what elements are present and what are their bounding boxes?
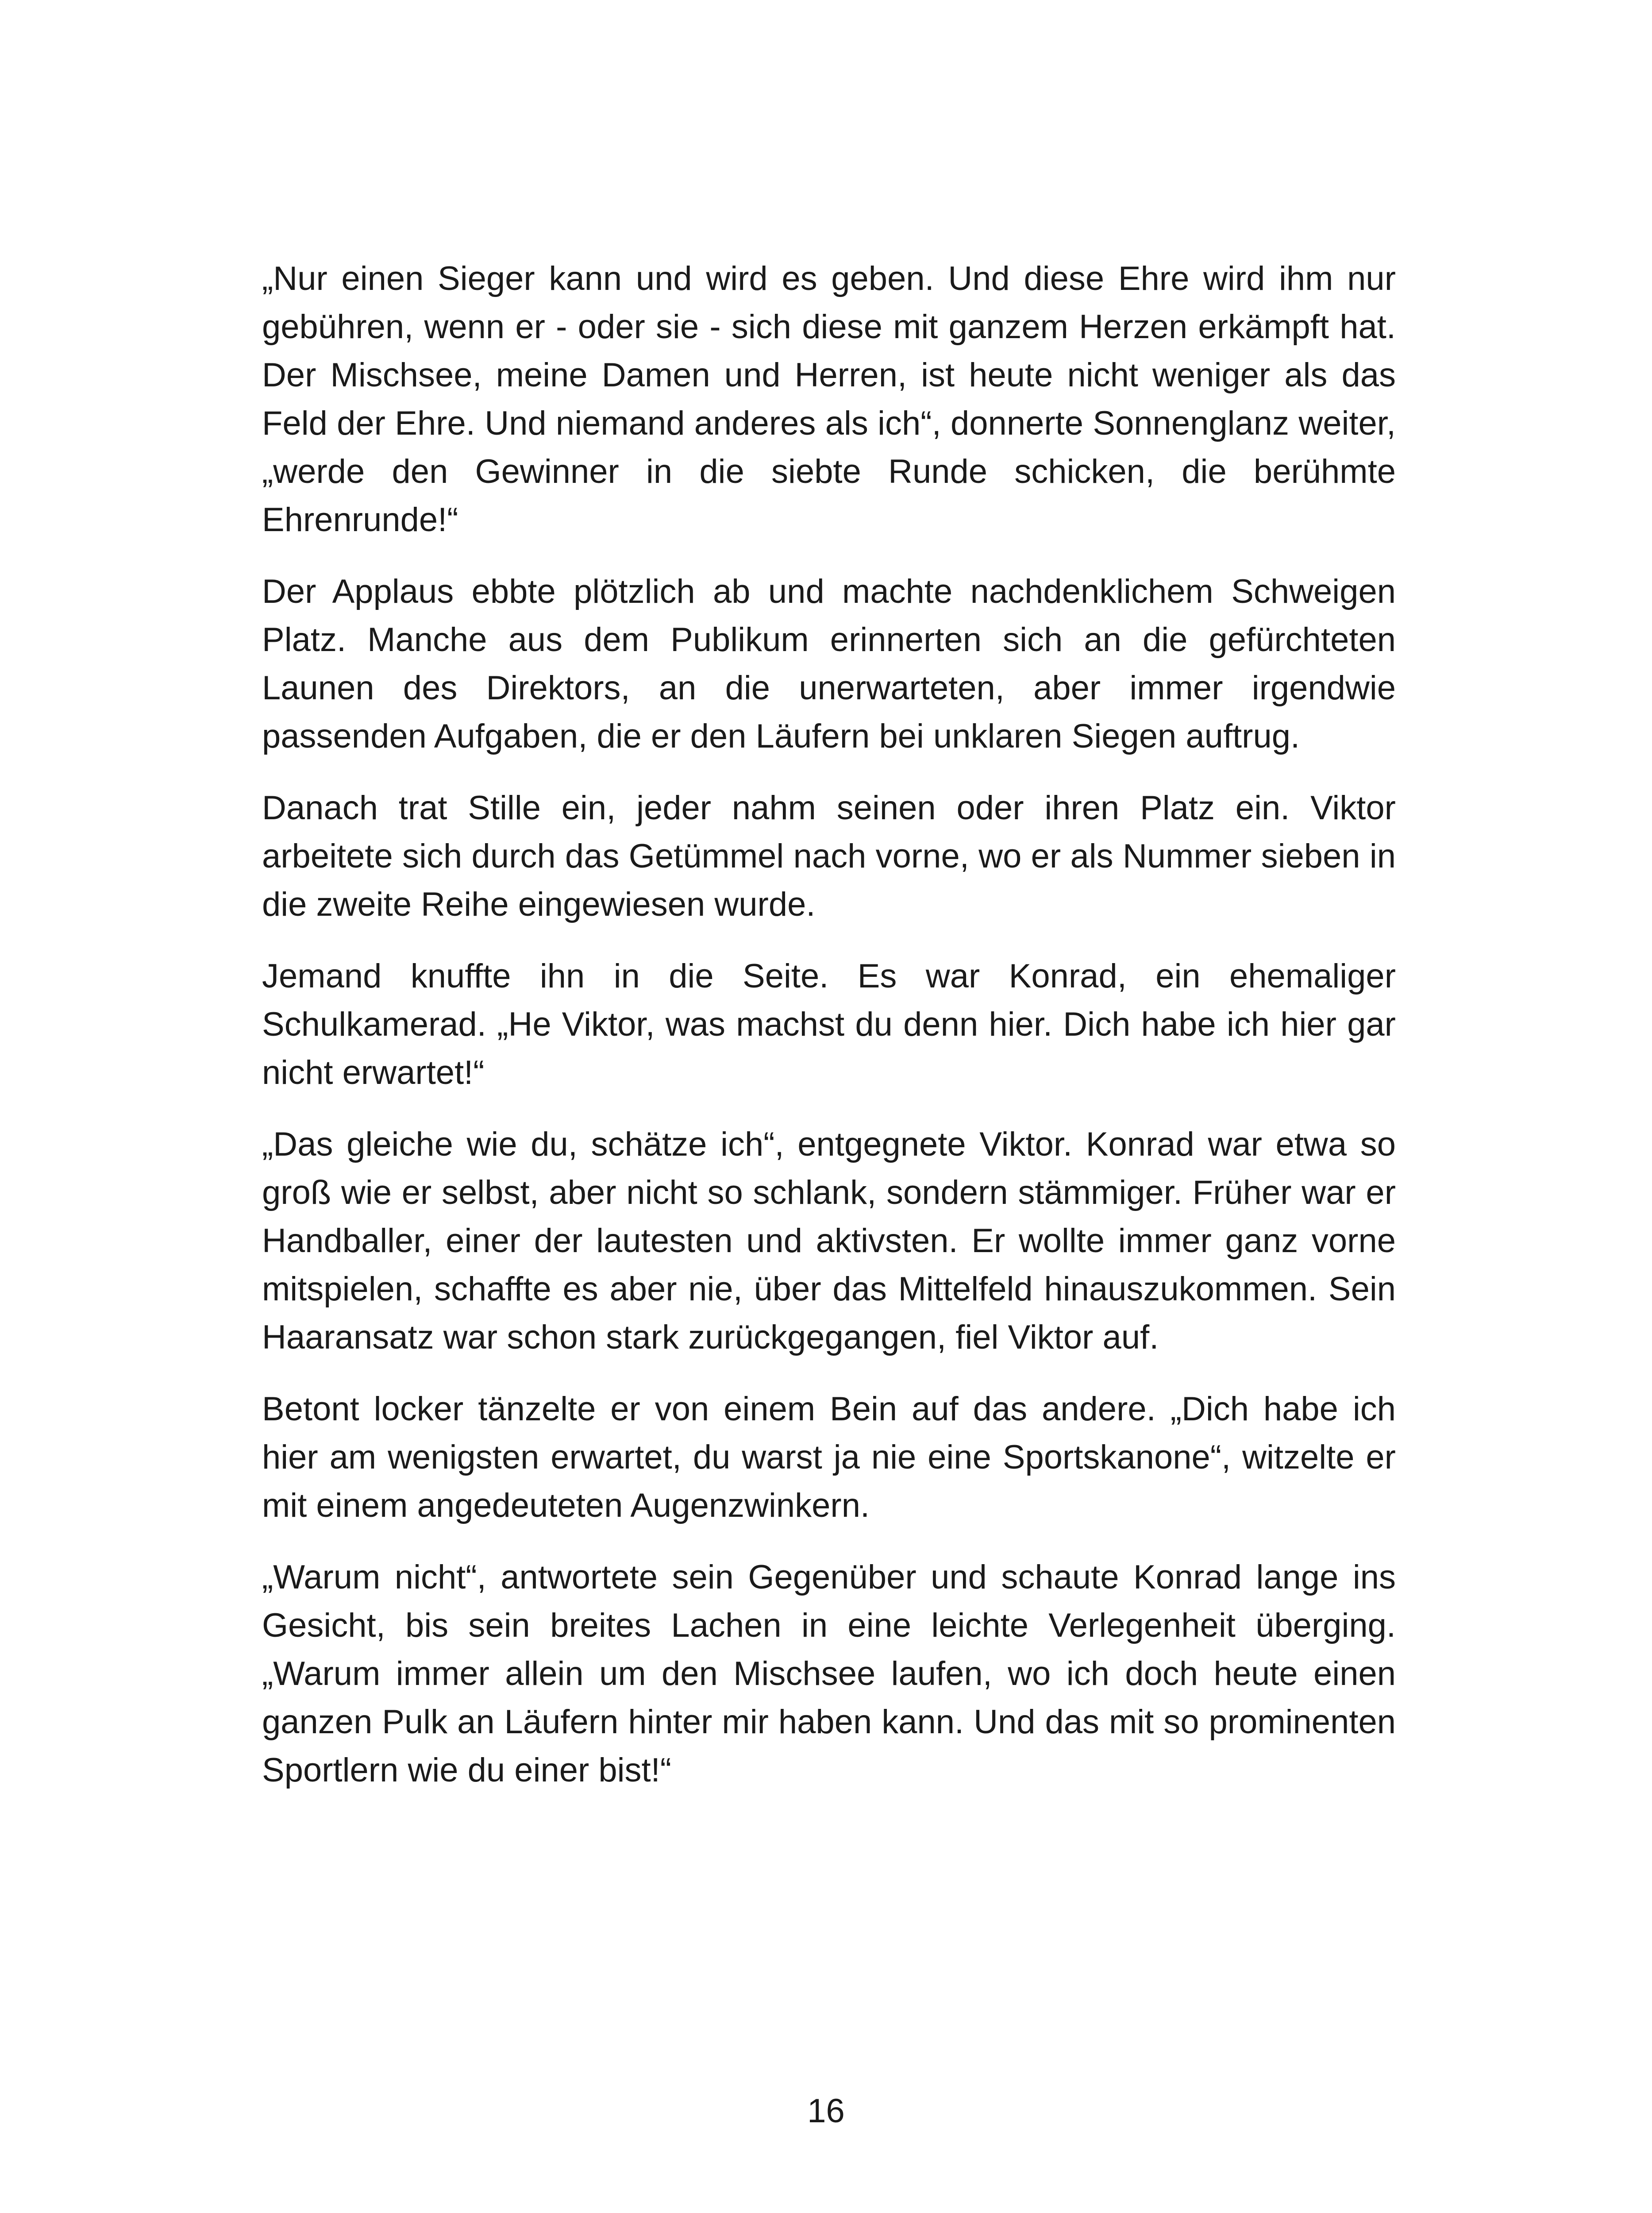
page-number: 16: [807, 2092, 845, 2130]
paragraph: Jemand knuffte ihn in die Seite. Es war Konrad, ein ehemaliger Schulkamerad. „He Viktor, was machst du denn hier. Dich habe ich hier gar nicht erwartet!“: [262, 957, 1396, 1091]
paragraph: Danach trat Stille ein, jeder nahm seinen oder ihren Platz ein. Viktor arbeitete sich durch das Getümmel nach vorne, wo er als Nummer sieben in die zweite Reihe eingewiesen wurde.: [262, 789, 1396, 923]
paragraph: „Warum nicht“, antwortete sein Gegenüber und schaute Konrad lange ins Gesicht, bis sein breites Lachen in eine leichte Verlegenheit überging. „Warum immer allein um den Mischsee laufen, wo ich doch heute einen ganzen Pulk an Läufern hinter mir haben kann. Und das mit so prominenten Sportlern wie du einer bist!“: [262, 1558, 1396, 1789]
paragraph: Betont locker tänzelte er von einem Bein auf das andere. „Dich habe ich hier am wenigsten erwartet, du warst ja nie eine Sportskanone“, witzelte er mit einem angedeuteten Augenzwinkern.: [262, 1390, 1396, 1524]
paragraph: „Nur einen Sieger kann und wird es geben. Und diese Ehre wird ihm nur gebühren, wenn er - oder sie - sich diese mit ganzem Herzen erkämpft hat. Der Mischsee, meine Damen und Herren, ist heute nicht weniger als das Feld der Ehre. Und niemand anderes als ich“, donnerte Sonnenglanz weiter, „werde den Gewinner in die siebte Runde schicken, die berühmte Ehrenrunde!“: [262, 260, 1396, 539]
body-text: [262, 254, 1396, 1818]
paragraph: Der Applaus ebbte plötzlich ab und machte nachdenklichem Schweigen Platz. Manche aus dem Publikum erinnerten sich an die gefürchteten Launen des Direktors, an die unerwarteten, aber immer irgendwie passenden Aufgaben, die er den Läufern bei unklaren Siegen auftrug.: [262, 573, 1396, 755]
paragraph: „Das gleiche wie du, schätze ich“, entgegnete Viktor. Konrad war etwa so groß wie er selbst, aber nicht so schlank, sondern stämmiger. Früher war er Handballer, einer der lautesten und aktivsten. Er wollte immer ganz vorne mitspielen, schaffte es aber nie, über das Mittelfeld hinauszukommen. Sein Haaransatz war schon stark zurückgegangen, fiel Viktor auf.: [262, 1126, 1396, 1356]
